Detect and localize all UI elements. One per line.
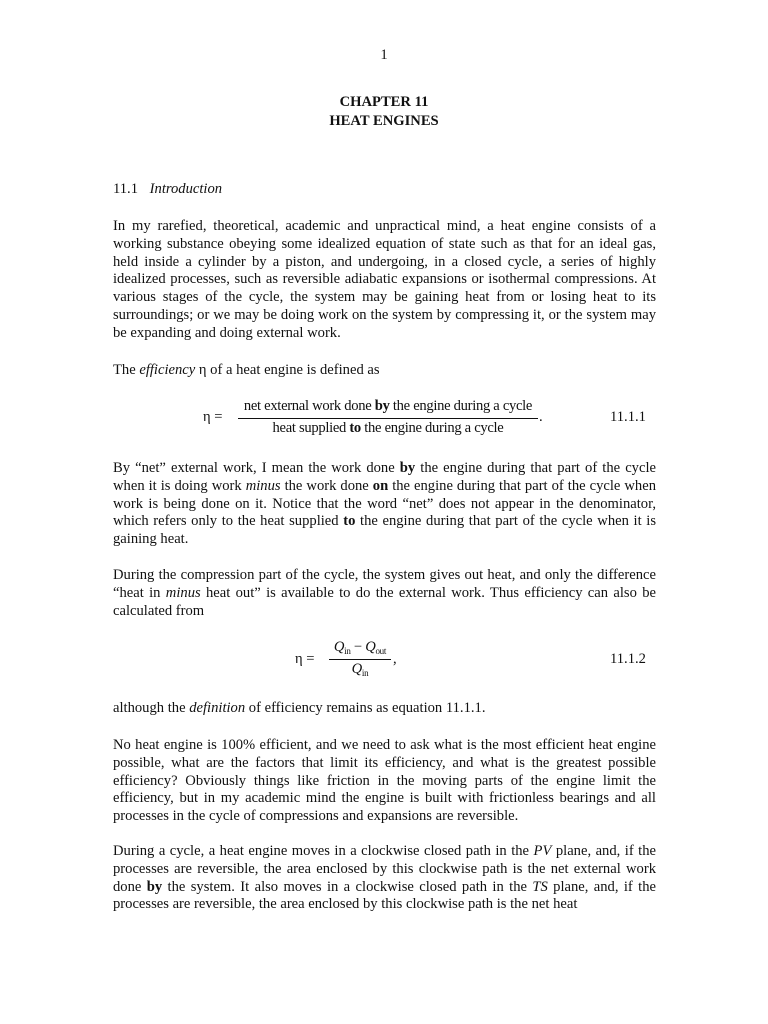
paragraph-max-efficiency: No heat engine is 100% efficient, and we need to ask what is the most efficient heat engine possible, what are the factors that limit its efficiency, and what is the greatest possible efficiency? Obviously things like friction in the moving parts of the engine limit the efficiency, but in my academic mind the engine is built with frictionless bearings and all processes in the cycle of compressions and expansions are reversible. <box>113 737 656 825</box>
chapter-heading <box>0 93 768 131</box>
equation-number: 11.1.2 <box>610 651 646 667</box>
q-fraction <box>329 639 391 679</box>
equation-lhs: η = <box>295 651 315 667</box>
fraction-bar <box>238 418 538 419</box>
fraction-bar <box>329 659 391 660</box>
fraction-denominator: heat supplied to the engine during a cycle <box>272 419 504 436</box>
paragraph-net-work: By “net” external work, I mean the work done by the engine during that part of the cycle when it is doing work minus the work done on the engine during that part of the cycle when work is being done on it. Notice that the word “net” does not appear in the denominator, which refers only to the heat supplied to the engine during that part of the cycle when it is gaining heat. <box>113 460 656 548</box>
chapter-label: CHAPTER 11 <box>339 94 429 110</box>
equation-trailing-punct: , <box>393 651 397 667</box>
fraction-numerator: $Q_{in} - Q_{out}$ <box>333 639 387 656</box>
page-number: 1 <box>380 47 388 63</box>
paragraph-compression: During the compression part of the cycle, the system gives out heat, and only the difference “heat in minus heat out” is available to do the external work. Thus efficiency can also be calculated from <box>113 567 656 619</box>
section-number: 11.1 <box>113 181 138 197</box>
section-heading <box>113 181 222 199</box>
equation-11-1-1 <box>0 398 768 442</box>
paragraph-definition-note: although the definition of efficiency remains as equation 11.1.1. <box>113 700 486 716</box>
paragraph-efficiency-definition: The efficiency η of a heat engine is defined as <box>113 362 380 378</box>
chapter-title: HEAT ENGINES <box>329 113 439 129</box>
section-title: Introduction <box>149 181 223 197</box>
equation-lhs: η = <box>203 409 223 425</box>
equation-11-1-2 <box>0 639 768 681</box>
efficiency-fraction <box>238 398 538 438</box>
equation-number: 11.1.1 <box>610 409 646 425</box>
efficiency-term: efficiency <box>139 362 196 378</box>
equation-trailing-punct: . <box>539 409 543 425</box>
paragraph-cycle-paths: During a cycle, a heat engine moves in a clockwise closed path in the PV plane, and, if the processes are reversible, the area enclosed by this clockwise path is the net external work done by the system. It also moves in a clockwise closed path in the TS plane, and, if the processes are reversible, the area enclosed by this clockwise path is the net heat <box>113 843 657 913</box>
fraction-denominator: $Q_{in}$ <box>351 660 369 678</box>
paragraph-intro: In my rarefied, theoretical, academic and unpractical mind, a heat engine consists of a working substance obeying some idealized equation of state such as that for an ideal gas, held inside a cylinder by a piston, and undergoing, in a closed cycle, a series of highly idealized processes, such as reversible adiabatic expansions or isothermal compressions. At various stages of the cycle, the system may be gaining heat from or losing heat to its surroundings; or we may be doing work on the system by compressing it, or the system may be expanding and doing external work. <box>113 218 656 341</box>
fraction-numerator: net external work done by the engine during a cycle <box>243 398 533 414</box>
